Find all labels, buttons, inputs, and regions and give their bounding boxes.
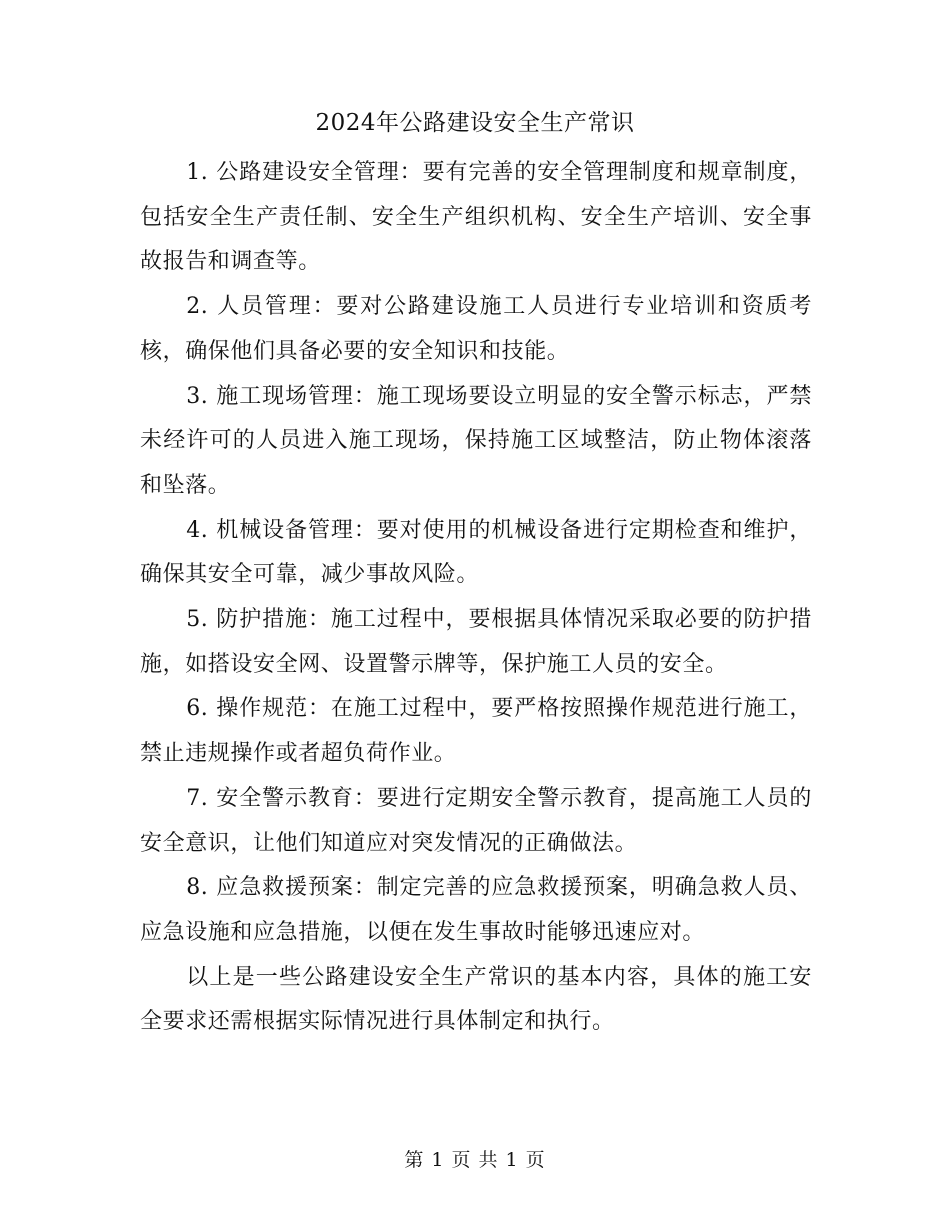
paragraph-2: 2. 人员管理：要对公路建设施工人员进行专业培训和资质考核，确保他们具备必要的安全知识和技能。 xyxy=(140,294,812,364)
paragraph-3: 3. 施工现场管理：施工现场要设立明显的安全警示标志，严禁未经许可的人员进入施工现场，保持施工区域整洁，防止物体滚落和坠落。 xyxy=(140,383,812,498)
document-title: 2024年公路建设安全生产常识 xyxy=(315,110,635,136)
page-footer xyxy=(0,1146,950,1174)
page-number: 第 1 页 共 1 页 xyxy=(404,1149,546,1171)
paragraph-4: 4. 机械设备管理：要对使用的机械设备进行定期检查和维护，确保其安全可靠，减少事故风险。 xyxy=(140,517,812,588)
paragraph-7: 7. 安全警示教育：要进行定期安全警示教育，提高施工人员的安全意识，让他们知道应对突发情况的正确做法。 xyxy=(140,785,812,856)
paragraph-8: 8. 应急救援预案：制定完善的应急救援预案，明确急救人员、应急设施和应急措施，以便在发生事故时能够迅速应对。 xyxy=(140,875,812,945)
paragraph-5: 5. 防护措施：施工过程中，要根据具体情况采取必要的防护措施，如搭设安全网、设置警示牌等，保护施工人员的安全。 xyxy=(140,607,812,677)
paragraph-summary: 以上是一些公路建设安全生产常识的基本内容，具体的施工安全要求还需根据实际情况进行具体制定和执行。 xyxy=(140,964,812,1035)
paragraph-1: 1. 公路建设安全管理：要有完善的安全管理制度和规章制度，包括安全生产责任制、安全生产组织机构、安全生产培训、安全事故报告和调查等。 xyxy=(140,160,812,275)
paragraph-6: 6. 操作规范：在施工过程中，要严格按照操作规范进行施工，禁止违规操作或者超负荷作业。 xyxy=(140,696,812,767)
document-body xyxy=(140,151,812,1045)
